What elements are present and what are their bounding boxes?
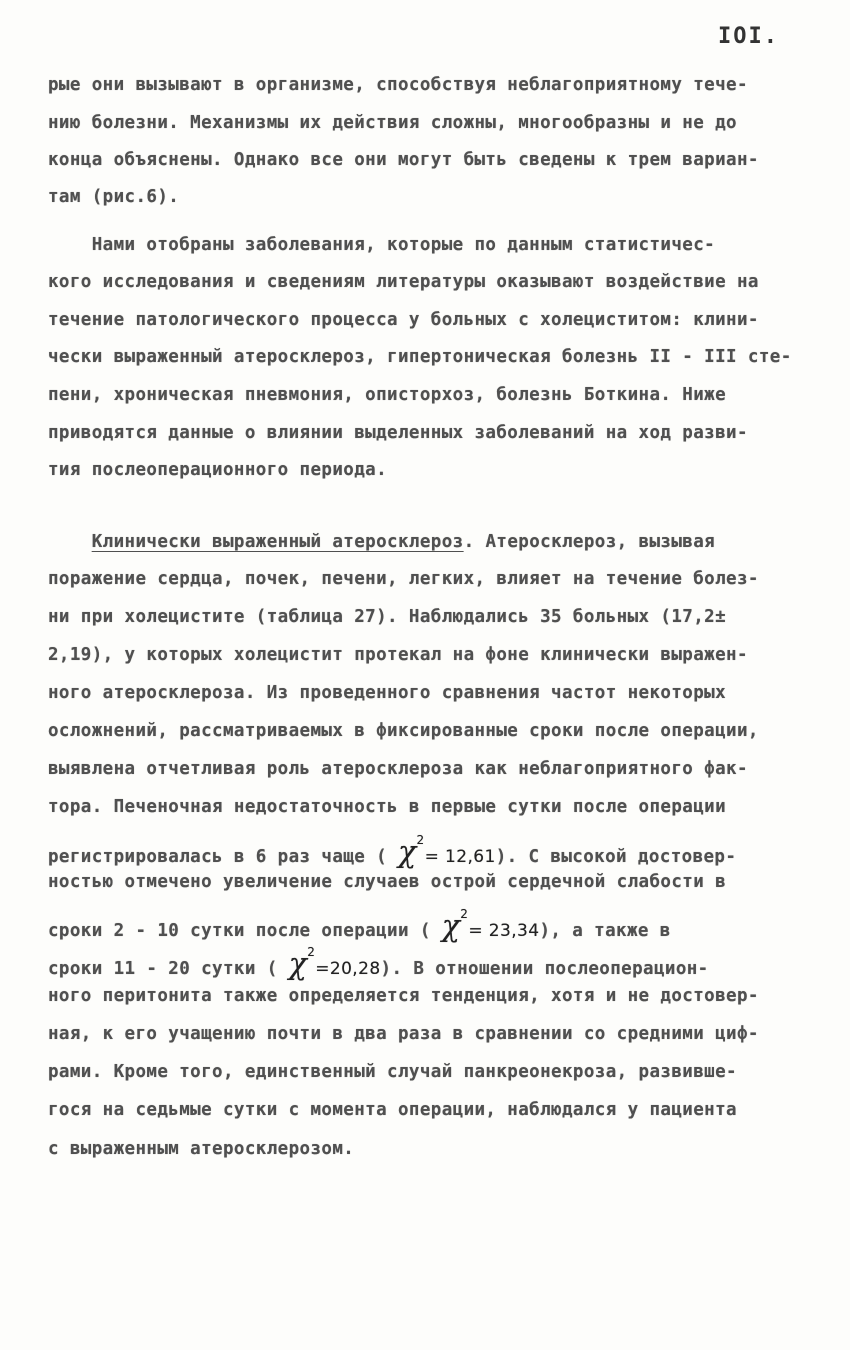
text-line: рые они вызывают в организме, способствуя неблагоприятному тече- bbox=[48, 75, 748, 95]
text-fragment: . Атеросклероз, вызывая bbox=[463, 532, 716, 552]
superscript: 2 bbox=[416, 833, 425, 847]
chi-symbol: χ bbox=[397, 835, 417, 870]
text-line: нию болезни. Механизмы их действия сложны, многообразны и не до bbox=[48, 113, 737, 133]
text-line: осложнений, рассматриваемых в фиксированные сроки после операции, bbox=[48, 721, 759, 741]
chi-value: = 23,34 bbox=[468, 921, 540, 941]
text-line: ностью отмечено увеличение случаев острой сердечной слабости в bbox=[48, 872, 727, 892]
superscript: 2 bbox=[307, 945, 316, 959]
text-line: с выраженным атеросклерозом. bbox=[48, 1139, 355, 1159]
chi-symbol: χ bbox=[441, 909, 461, 944]
text-line: 2,19), у которых холецистит протекал на фоне клинически выражен- bbox=[48, 645, 748, 665]
text-fragment: сроки 11 - 20 сутки ( bbox=[48, 959, 289, 979]
text-fragment: ), а также в bbox=[539, 921, 671, 941]
text-line: тия послеоперационного периода. bbox=[48, 460, 388, 480]
text-fragment: сроки 2 - 10 сутки после операции ( bbox=[48, 921, 442, 941]
text-line: приводятся данные о влиянии выделенных заболеваний на ход разви- bbox=[48, 423, 748, 443]
text-fragment: ). В отношении послеоперацион- bbox=[380, 959, 709, 979]
text-line: течение патологического процесса у больных с холециститом: клини- bbox=[48, 310, 759, 330]
section-heading-line bbox=[48, 532, 715, 552]
text-line: поражение сердца, почек, печени, легких, влияет на течение болез- bbox=[48, 569, 759, 589]
text-line: Нами отобраны заболевания, которые по данным статистичес- bbox=[48, 235, 716, 255]
text-fragment: ). С высокой достовер- bbox=[495, 847, 737, 867]
text-line: конца объяснены. Однако все они могут быть сведены к трем вариан- bbox=[48, 150, 759, 170]
text-line: тора. Печеночная недостаточность в первые сутки после операции bbox=[48, 797, 727, 817]
text-line: кого исследования и сведениям литературы оказывают воздействие на bbox=[48, 272, 759, 292]
text-line: рами. Кроме того, единственный случай панкреонекроза, развивше- bbox=[48, 1062, 737, 1082]
text-line: гося на седьмые сутки с момента операции, наблюдался у пациента bbox=[48, 1100, 737, 1120]
chi-value: = 12,61 bbox=[424, 847, 496, 867]
chi-symbol: χ bbox=[288, 947, 308, 982]
text-line: выявлена отчетливая роль атеросклероза как неблагоприятного фак- bbox=[48, 759, 748, 779]
superscript: 2 bbox=[460, 907, 469, 921]
page-number: IOI. bbox=[718, 24, 779, 49]
text-line-chi bbox=[48, 830, 737, 870]
text-line: там (рис.6). bbox=[48, 187, 180, 207]
text-line-chi bbox=[48, 904, 671, 944]
text-line: пени, хроническая пневмония, описторхоз, болезнь Боткина. Ниже bbox=[48, 385, 727, 405]
text-line: чески выраженный атеросклероз, гипертоническая болезнь II - III сте- bbox=[48, 347, 792, 367]
text-line: ни при холецистите (таблица 27). Наблюдались 35 больных (17,2± bbox=[48, 607, 727, 627]
section-heading: Клинически выраженный атеросклероз bbox=[91, 532, 464, 552]
chi-value: =20,28 bbox=[315, 959, 381, 979]
text-line: ного перитонита также определяется тенденция, хотя и не достовер- bbox=[48, 986, 759, 1006]
text-fragment: регистрировалась в 6 раз чаще ( bbox=[48, 847, 398, 867]
text-line: ная, к его учащению почти в два раза в сравнении со средними циф- bbox=[48, 1024, 759, 1044]
text-line-chi bbox=[48, 942, 709, 982]
text-line: ного атеросклероза. Из проведенного сравнения частот некоторых bbox=[48, 683, 727, 703]
